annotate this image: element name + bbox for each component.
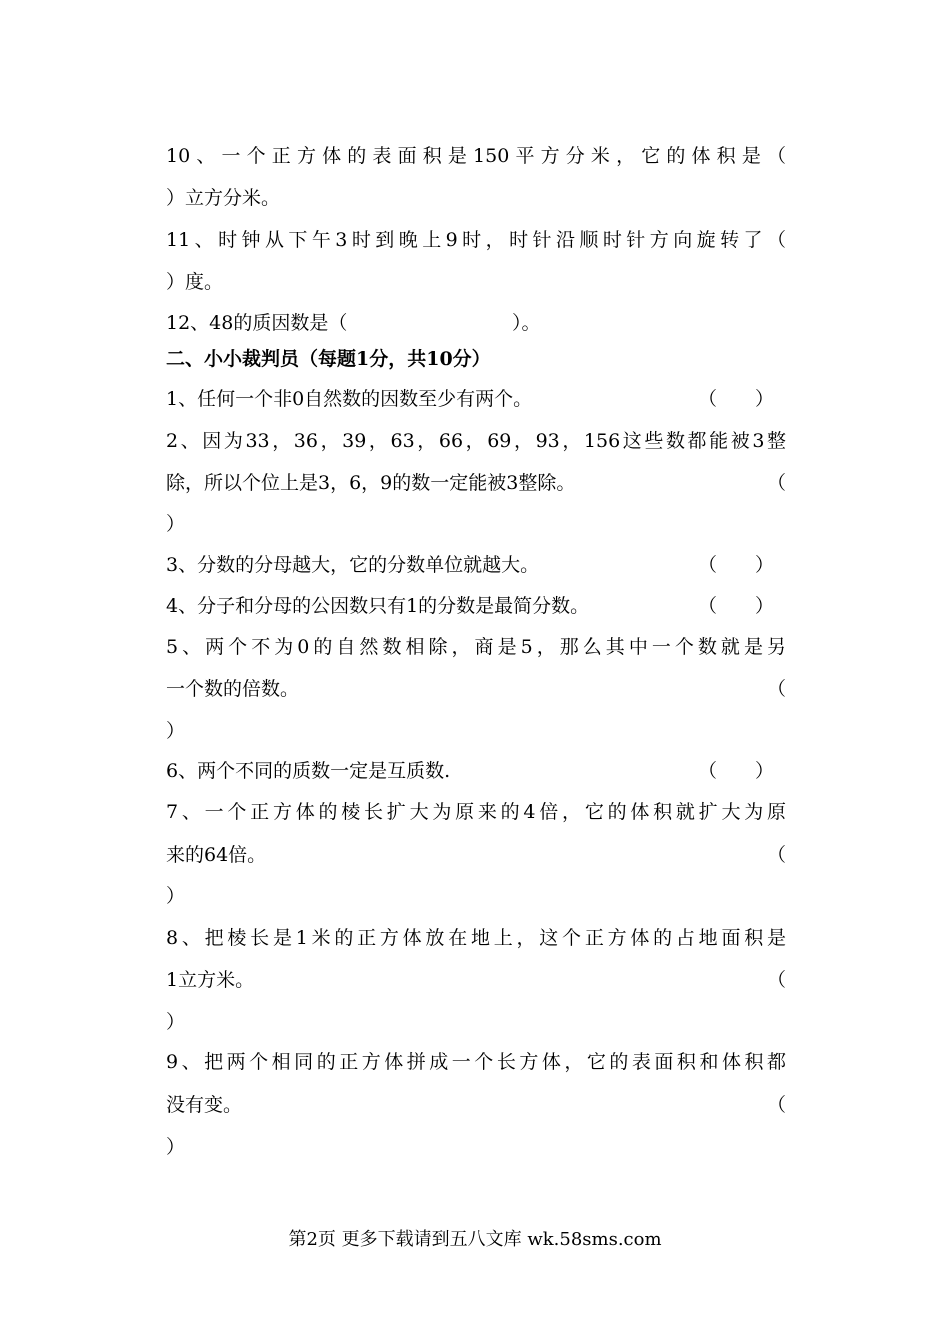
judge-1-line <box>166 387 786 411</box>
judge-7-line-1: 7、一个正方体的棱长扩大为原来的4倍，它的体积就扩大为原 <box>166 801 786 823</box>
judge-9-line-1: 9、把两个相同的正方体拼成一个长方体，它的表面积和体积都 <box>166 1051 786 1073</box>
judge-5-close-bracket: ） <box>166 720 186 742</box>
question-12-close: ）。 <box>512 312 541 334</box>
judge-6-line <box>166 759 786 783</box>
question-12-line <box>166 311 786 335</box>
judge-9-open-bracket: （ <box>767 1094 787 1116</box>
judge-7-text-2: 来的64倍。 <box>166 844 267 866</box>
judge-5-line-2 <box>166 677 786 701</box>
judge-1-text: 1、任何一个非0自然数的因数至少有两个。 <box>166 388 533 410</box>
judge-8-close-bracket: ） <box>166 1011 186 1033</box>
judge-2-text-2: 除，所以个位上是3，6，9的数一定能被3整除。 <box>166 472 576 494</box>
judge-2-open-bracket: （ <box>767 472 787 494</box>
judge-7-close-bracket: ） <box>166 885 186 907</box>
judge-4-answer-brackets: （ ） <box>698 595 775 617</box>
judge-1-answer-brackets: （ ） <box>698 388 775 410</box>
question-10-line-2: ）立方分米。 <box>166 187 281 209</box>
question-10-line-1: 10、一个正方体的表面积是150平方分米，它的体积是（ <box>166 145 786 167</box>
question-11-line-2: ）度。 <box>166 271 224 293</box>
judge-8-line-1: 8、把棱长是1米的正方体放在地上，这个正方体的占地面积是 <box>166 927 786 949</box>
judge-8-line-2 <box>166 968 786 992</box>
judge-9-close-bracket: ） <box>166 1136 186 1158</box>
judge-8-text-2: 1立方米。 <box>166 969 255 991</box>
judge-9-line-2 <box>166 1093 786 1117</box>
judge-3-answer-brackets: （ ） <box>698 554 775 576</box>
judge-7-open-bracket: （ <box>767 844 787 866</box>
judge-6-text: 6、两个不同的质数一定是互质数. <box>166 760 451 782</box>
judge-5-text-2: 一个数的倍数。 <box>166 678 300 700</box>
judge-8-open-bracket: （ <box>767 969 787 991</box>
question-11-line-1: 11、时钟从下午3时到晚上9时，时针沿顺时针方向旋转了（ <box>166 229 786 251</box>
question-12-text: 12、48的质因数是（ <box>166 312 348 334</box>
judge-9-text-2: 没有变。 <box>166 1094 243 1116</box>
judge-6-answer-brackets: （ ） <box>698 760 775 782</box>
judge-2-close-bracket: ） <box>166 513 186 535</box>
judge-5-open-bracket: （ <box>767 678 787 700</box>
page-footer: 第2页 更多下载请到五八文库 wk.58sms.com <box>288 1229 662 1250</box>
section-heading: 二、小小裁判员（每题1分，共10分） <box>166 348 491 370</box>
judge-3-line <box>166 553 786 577</box>
judge-4-line <box>166 594 786 618</box>
judge-5-line-1: 5、两个不为0的自然数相除，商是5，那么其中一个数就是另 <box>166 636 786 658</box>
judge-2-line-1: 2、因为33，36，39，63，66，69，93，156这些数都能被3整 <box>166 430 786 452</box>
judge-4-text: 4、分子和分母的公因数只有1的分数是最简分数。 <box>166 595 590 617</box>
judge-7-line-2 <box>166 843 786 867</box>
judge-3-text: 3、分数的分母越大，它的分数单位就越大。 <box>166 554 540 576</box>
judge-2-line-2 <box>166 471 786 495</box>
